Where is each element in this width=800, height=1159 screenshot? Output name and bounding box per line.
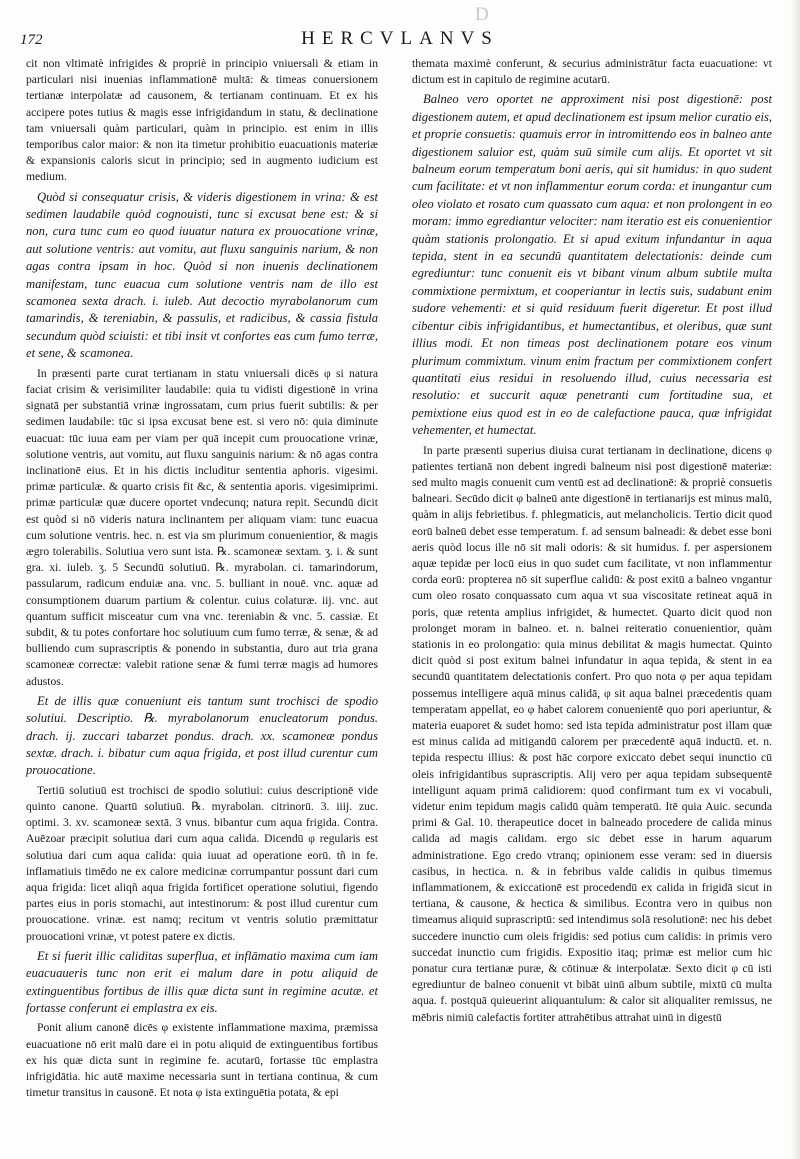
page-edge-shadow — [790, 0, 800, 1159]
page-number: 172 — [20, 32, 43, 48]
bleed-through-ghost-text: D — [475, 4, 497, 25]
right-column — [412, 56, 772, 1029]
italic-text-paragraph: Et si fuerit illic caliditas superflua, et inflāmatio maxima cum iam euacuaueris tunc non erit ei malum dare in potu aliquid de extinguentibus fortibus de illis quæ dicta sunt in regimine acutæ. et fortasse conferunt ei emplastra ex eis. — [26, 948, 378, 1016]
commentary-paragraph: In præsenti parte curat tertianam in statu vniuersali dicēs φ si natura faciat crisim & verisimiliter laudabile: quia tu vidisti digestionē in vrina signatā per substantiā vrinæ ingrossatam, cum prius fuerit subtilis: & per sedimen laudabile: tūc si ipsa excusat bene est. si vero nō: quia diminute euacuat: tūc iuua eam per viam per quā incepit cum prouocatione vrinæ, solutione ventris, aut vomitu, aut fluxu sanguinis narium: & nō agas contra inclinationē eius. Et in his dictis includitur sententia aphoris. vigesimi. primæ particulæ. & quarto crisis fit &c, & sententia aporis. vigesimiprimi. primæ particulæ quæ ducere oportet vndecunq; natura repit. Secundū dicit est quòd si nō videris natura inclinantem per aliquam viam: tunc euacua cum solutione ventris. hec. n. est via sm plurimum conuenientior, & magis ægro tolerabilis. Solutiua vero sunt ista. ℞. scamoneæ sextam. ʒ. i. & sunt gra. xi. iuleb. ʒ. 5 Secundū solutiuū. ℞. myrabolan. ci. tamarindorum, passularum, radicum enduiæ ana. vnc. 5. bulliant in nouē. vnc. aquæ ad consumptionem duarum partium & colentur. cuius colaturæ. iij. vnc. aut quantum sufficit misceatur cum vna vnc. tereniabin & vnc. 5. cassiæ. Et subdit, & tu potes confortare hoc solutiuum cum fumo terræ, & senæ, & ad bulliendo cum suprascriptis & ponendo in substantia, duro aut tria grana scamoneæ correctæ: valebit ratione senæ & fumi terræ magis ad humores adustos. — [26, 366, 378, 688]
italic-text-paragraph: Balneo vero oportet ne approximent nisi post digestionē: post digestionem autem, et apud declinationem est ipsum melior curatio eis, et proprie consuetis: quamuis error in intromittendo eos in balneo ante digestionem saluior est, quàm suū simile cum alijs. Et oportet vt sit balneum eorum temperatum boni aeris, qui sit humidus: in quo sudent cum facilitate: et vt non inflammentur eorum corda: et inungantur cum oleo violato et rosato cum quassato cum aqua: et non prolongent in eo moram: immo egrediantur velociter: nam iteratio est eis conuenientior quàm stationis prolongatio. Et si apud exitum infundantur in aqua tepida, stent in ea secundū quantitatem delectationis: deinde cum egrediuntur: tunc conuenit eis vt bibant vinum album subtile multa commixtione permixtum, et cooperiantur in lectis suis, sudabunt enim sudore vehementi: et si quid residuum fuerit digeretur. Et post illud cibentur cibis infrigidantibus, et humectantibus, et oleribus, quæ sunt illius modi. Et non timeas post declinationem potare eos vinum plurimum commixtum. vinum enim fractum per commixtionem confert quantitati eius residui in resoluendo illud, cuius necessaria est resolutio: et succurit aquæ penetranti cum fortitudine sua, et pemixtione eius quod est in eo de calefactione pauca, quæ infrigidat vehementer, et humectat. — [412, 92, 772, 438]
commentary-paragraph: In parte præsenti superius diuisa curat tertianam in declinatione, dicens φ patientes tertianā non debent ingredi balneum nisi post digestionē materiæ: sed multo magis conuenit cum ventū est ad declinationē: & propriè consuetis balneari. Secūdo dicit φ balneū ante digestionē in tertianarijs est minus malū, quàm in alijs febrietibus. f. phlegmaticis, aut melancholicis. Tertio dicit quod eorū balneū debet esse temperatum. f. ad sensum balneadi: & debet esse boni aeris quòd locus ille nō sit mali odoris: & sit humidus. f. per aspersionem aquæ tepidæ per locū eius in quo sudet cum facilitate, vt non inflammentur corda eorū: propterea nō sit superflue calidū: & post exitū a balneo vngantur cum oleo rosato conquassato cum aqua vt sua viscositate retineat aquā in poris, quæ retenta amplius infrigidet, & humectet. Quarto dicit quod non prolonget moram in balneo. et. n. balnei reiteratio conuenientior, quàm stationis in eo prolongatio: quia minus debilitat & magis humectat. Quinto dicit quòd si post exitum balnei infundatur in aqua tepida, & stent in ea secundū quantitatem delectationis confert. Pro quo nota φ per aqua tepidam possemus intelligere aquā minus calidā, φ sit aqua balnei præcedentis quam temperatam appellat, eo φ habet calorem conuenientē quo pori aperiuntur, & materia euaporet & sudet homo: sed ista tepida administratur post illam quæ est minus calida ad mitigandū calorem per præcedentē aquā inductū. et. n. tepida respectu illius: & post hāc corpore exiccato debet sequi inunctio cū oleis infrigidantibus suprascriptis. Alij vero per aqua tepidam subsequentē intelligunt aquam primā calidiorem: quod confirmant tum ex vi vocabuli, videtur enim tepidum magis calidū quàm temperatū. Itē quia Auic. secunda primi & Gal. 10. therapeutice docet in balneado procedere de calida minus calida ad magis calidam. ergo sic debet esse in harum aquarum administratione. Ego credo vtranq; opinionem esse veram: sed in diuersis casibus, in hectica. n. & in febribus valde calidis in quibus timemus inflammationem, & exiccationē est procedendū ex calida in frigidā sicut in tertiana, & causone, & hectica & similibus. Econtra vero in quibus non timeamus aliquid suprascriptū: sed intendimus solā resolutionē: nec his debet succedere inunctio cum oleis frigidis: sed potius cum calidis: in primis vero succedat inunctio cum frigidis. Expositio itaq; primæ est melior cum hic ponatur cura tertianæ puræ, & cōtinuæ & interpolatæ. Sexto dicit φ cū isti egrediuntur de balneo conuenit vt bibāt uinū album subtile, mixtū cū multa aqua. f. postquā quieuerint aliquantulum: & calor sit aliqualiter remissus, ne mēbris nimiū calefactis fortiter attrahētibus attrahat uinū in digestū — [412, 443, 772, 1024]
commentary-paragraph: cit non vltimatè infrigides & propriè in principio vniuersali & etiam in particulari nisi inuenias inflammationē multā: & timeas conuersionem tertianæ interpolatæ ad causonem, & tertianam continuam. Et ex his accipere potes tutius & magis esse infrigidandum in statu, & declinatione tam vniuersali quàm particulari, quàm in principio. est enim in illis temporibus calor maior: & non ita timetur prohibitio euacuationis materiæ & expansionis caloris sicut in principio; sed in augmento iudicium est medium. — [26, 57, 378, 184]
left-column — [26, 56, 378, 1104]
commentary-paragraph: themata maximè conferunt, & securius administrātur facta euacuatione: vt dictum est in capitulo de regimine acutarū. — [412, 57, 772, 87]
commentary-paragraph: Ponit alium canonē dicēs φ existente inflammatione maxima, præmissa euacuatione nō erit malū dare ei in potu aliquid de extinguentibus fortibus ex his quæ dicta sunt in regimine fe. acutarū, fortasse tūc emplastra infrigidātia. hic autē maxime necessaria sunt in tertiana continua, & cum timetur transitus in causonē. Et nota φ ista extinguētia potata, & epi — [26, 1021, 378, 1100]
italic-text-paragraph: Quòd si consequatur crisis, & videris digestionem in vrina: & est sedimen laudabile quòd cognouisti, tunc si excusat bene est: & si non, cura tunc cum eo quod iuuatur natura ex prouocatione vrinæ, aut solutione ventris: aut vomitu, aut fluxu sanguinis narium, & non agas contra ipsam in hoc. Quòd si non inuenis declinationem manifestam, tunc euacua cum solutione ventris nam de illo est scamonea sexta drach. i. iuleb. Aut decoctio myrabolanorum cum tamarindis, & tereniabin, & passulis, et radicibus, & cassia fistula secundum quòd sciuisti: et tibi insit vt confortes eas cum fumo terræ, et sene, & scamonea. — [26, 189, 378, 361]
commentary-paragraph: Tertiū solutiuū est trochisci de spodio solutiui: cuius descriptionē vide quinto canone. Quartū solutiuū. ℞. myrabolan. citrinorū. 3. iiij. zuc. optimi. 3. xv. scamoneæ sextā. 3 vnus. bibantur cum aqua frigida. Contra. Auēzoar præcipit solutiua dari cum aqua calida. Dicendū φ regularis est solutiua dari cum aqua calida: quia iuuat ad operatione eorū. tñ in fe. inflamatiuis timēdo ne ex calore medicinæ corrumpantur possunt dari cum aqua frigida: licet aliqñ aqua frigida fortificet operatione solutiui, figendo partes eius in poris stomachi, aut intestinorum: & post illud curentur cum prouocatione. vrinæ. est namq; recitum vt ventris solutio præmittatur prouocationi vrinæ, vt potest patere ex dictis. — [26, 783, 378, 943]
italic-text-paragraph: Et de illis quæ conueniunt eis tantum sunt trochisci de spodio solutiui. Descriptio. ℞. myrabolanorum enucleatorum pondus. drach. ij. zuccari tabarzet pondus. drach. xx. scamoneæ pondus sextæ. drach. i. bibatur cum aqua frigida, et post illud curentur cum prouocatione. — [26, 693, 378, 778]
running-title: HERCVLANVS — [301, 28, 499, 49]
